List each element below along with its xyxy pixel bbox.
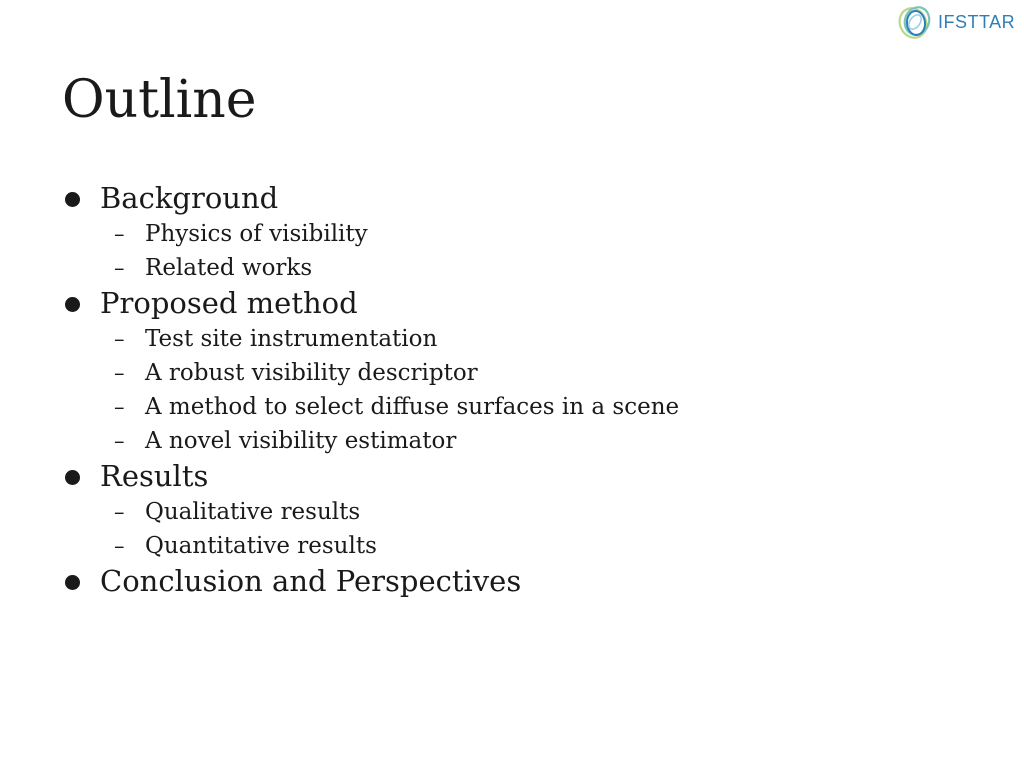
outline-item-label: Results bbox=[100, 459, 209, 493]
outline-item-conclusion bbox=[62, 563, 962, 600]
sub-list bbox=[62, 217, 962, 285]
bullet-icon bbox=[65, 470, 80, 485]
outline-item bbox=[62, 285, 962, 458]
sub-item bbox=[62, 251, 962, 285]
sub-item-label: Qualitative results bbox=[145, 499, 361, 525]
dash-icon: – bbox=[114, 327, 125, 351]
sub-item bbox=[62, 495, 962, 529]
ifsttar-logo-icon bbox=[896, 2, 936, 42]
outline-item bbox=[62, 180, 962, 285]
bullet-icon bbox=[65, 192, 80, 207]
bullet-icon bbox=[65, 297, 80, 312]
sub-item bbox=[62, 322, 962, 356]
sub-item bbox=[62, 424, 962, 458]
sub-item-label: Test site instrumentation bbox=[145, 326, 438, 352]
outline-list bbox=[62, 180, 962, 600]
ifsttar-logo bbox=[896, 2, 1024, 42]
outline-item-proposed-method bbox=[62, 285, 962, 322]
outline-item-label: Proposed method bbox=[100, 286, 358, 320]
sub-item-label: A novel visibility estimator bbox=[145, 428, 457, 454]
outline-item-label: Conclusion and Perspectives bbox=[100, 564, 522, 598]
sub-item bbox=[62, 529, 962, 563]
slide-title: Outline bbox=[62, 70, 257, 130]
sub-item-label: Related works bbox=[145, 255, 313, 281]
sub-item bbox=[62, 390, 962, 424]
dash-icon: – bbox=[114, 361, 125, 385]
outline-item bbox=[62, 563, 962, 600]
sub-item-label: A method to select diffuse surfaces in a scene bbox=[145, 394, 680, 420]
dash-icon: – bbox=[114, 534, 125, 558]
sub-item bbox=[62, 217, 962, 251]
sub-item bbox=[62, 356, 962, 390]
outline-item-background bbox=[62, 180, 962, 217]
outline-item-results bbox=[62, 458, 962, 495]
outline-item-label: Background bbox=[100, 181, 279, 215]
sub-list bbox=[62, 495, 962, 563]
sub-list bbox=[62, 322, 962, 458]
sub-item-label: Quantitative results bbox=[145, 533, 377, 559]
sub-item-label: Physics of visibility bbox=[145, 221, 368, 247]
dash-icon: – bbox=[114, 429, 125, 453]
logo-text: IFSTTAR bbox=[938, 11, 1016, 32]
bullet-icon bbox=[65, 575, 80, 590]
outline-item bbox=[62, 458, 962, 563]
dash-icon: – bbox=[114, 222, 125, 246]
sub-item-label: A robust visibility descriptor bbox=[145, 360, 478, 386]
dash-icon: – bbox=[114, 395, 125, 419]
dash-icon: – bbox=[114, 500, 125, 524]
dash-icon: – bbox=[114, 256, 125, 280]
